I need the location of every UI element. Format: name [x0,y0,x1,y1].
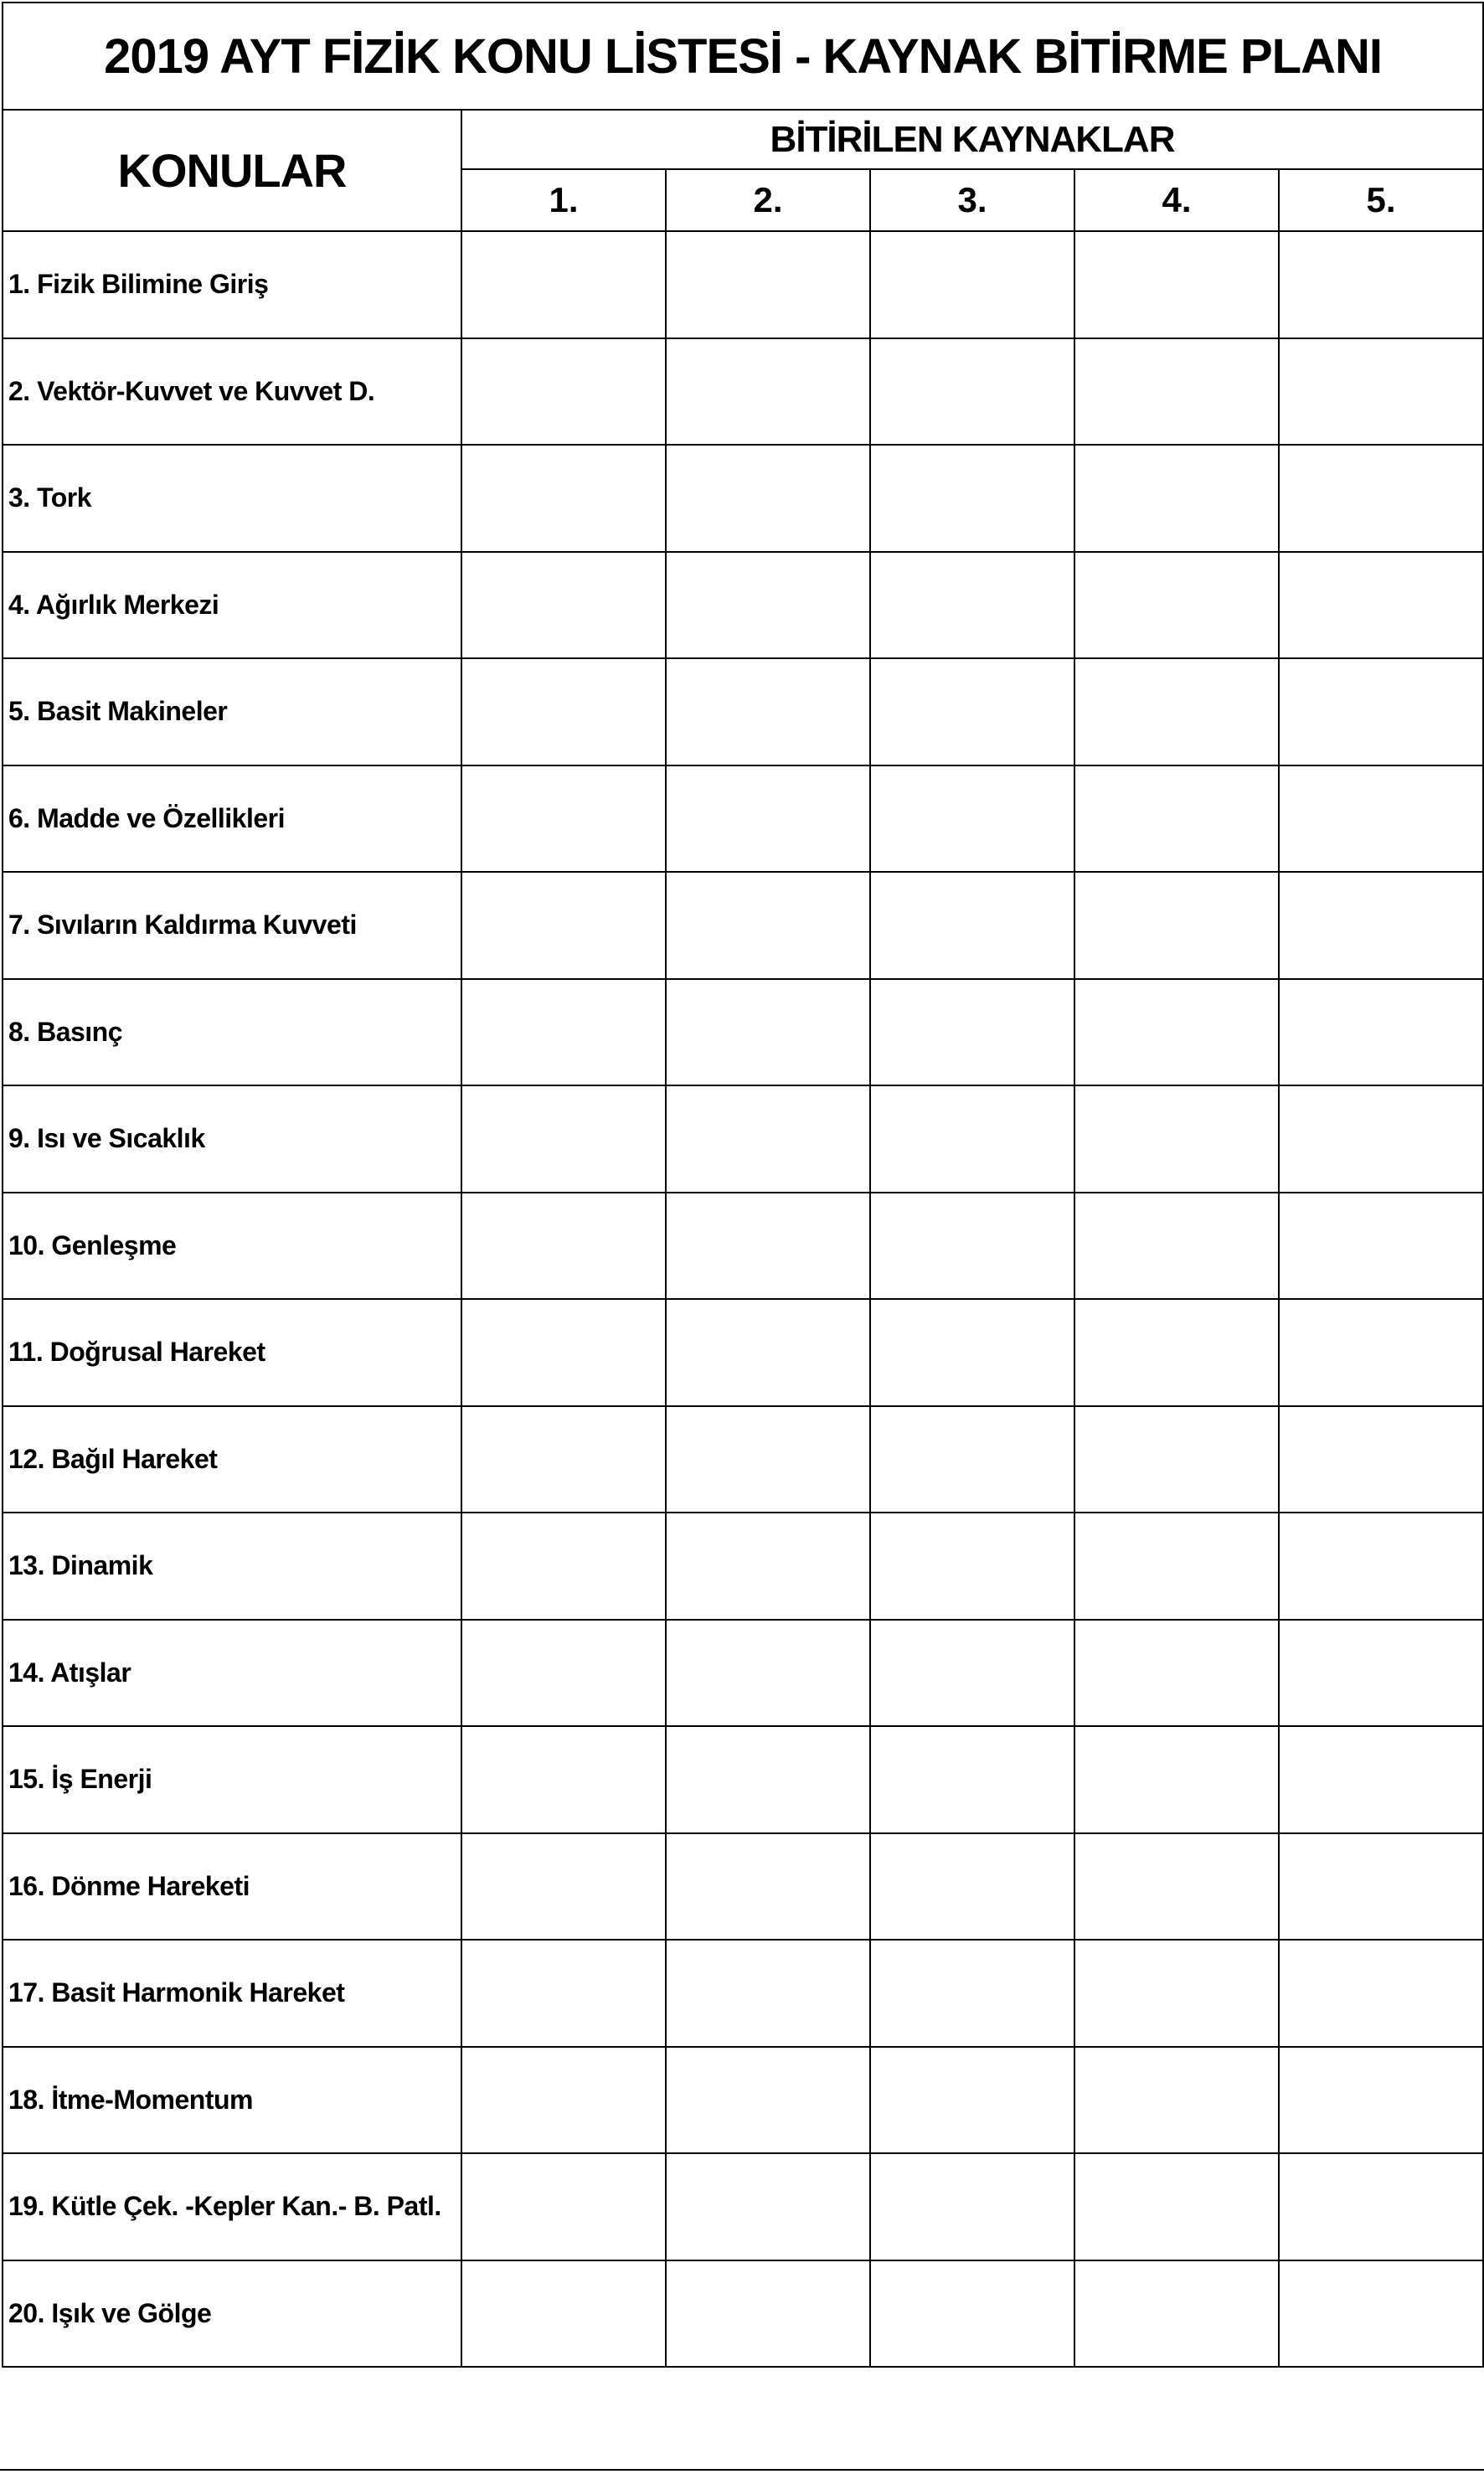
source-5-check-cell[interactable] [1279,231,1483,338]
source-5-check-cell[interactable] [1279,658,1483,765]
source-2-check-cell[interactable] [666,2047,870,2154]
topic-label: 5. Basit Makineler [3,658,461,765]
source-5-check-cell[interactable] [1279,872,1483,979]
source-5-check-cell[interactable] [1279,2260,1483,2368]
source-5-check-cell[interactable] [1279,445,1483,552]
source-3-check-cell[interactable] [870,1940,1074,2047]
source-5-check-cell[interactable] [1279,1193,1483,1300]
table-row [3,1726,1483,1833]
source-3-check-cell[interactable] [870,2047,1074,2154]
source-1-check-cell[interactable] [461,1833,666,1941]
source-1-check-cell[interactable] [461,552,666,659]
topic-label: 20. Işık ve Gölge [3,2260,461,2368]
table-row [3,1193,1483,1300]
source-4-check-cell[interactable] [1074,1406,1279,1513]
source-5-check-cell[interactable] [1279,765,1483,873]
topics-column-header: KONULAR [3,110,461,231]
source-5-check-cell[interactable] [1279,338,1483,446]
table-row [3,1833,1483,1941]
source-2-check-cell[interactable] [666,552,870,659]
source-1-check-cell[interactable] [461,1513,666,1620]
source-3-check-cell[interactable] [870,872,1074,979]
source-5-check-cell[interactable] [1279,979,1483,1086]
topic-label: 3. Tork [3,445,461,552]
source-5-check-cell[interactable] [1279,2153,1483,2260]
topic-label: 19. Kütle Çek. -Kepler Kan.- B. Patl. [3,2153,461,2260]
source-3-check-cell[interactable] [870,1085,1074,1193]
source-1-check-cell[interactable] [461,872,666,979]
topic-label: 4. Ağırlık Merkezi [3,552,461,659]
source-2-check-cell[interactable] [666,2260,870,2368]
source-4-check-cell[interactable] [1074,1193,1279,1300]
source-4-check-cell[interactable] [1074,2153,1279,2260]
source-5-check-cell[interactable] [1279,1513,1483,1620]
source-3-check-cell[interactable] [870,1726,1074,1833]
source-2-check-cell[interactable] [666,765,870,873]
source-1-check-cell[interactable] [461,445,666,552]
source-5-check-cell[interactable] [1279,1620,1483,1727]
source-5-check-cell[interactable] [1279,2047,1483,2154]
topic-label: 9. Isı ve Sıcaklık [3,1085,461,1193]
source-1-check-cell[interactable] [461,1406,666,1513]
source-3-check-cell[interactable] [870,1406,1074,1513]
source-1-check-cell[interactable] [461,1299,666,1406]
table-row [3,2153,1483,2260]
source-4-check-cell[interactable] [1074,1299,1279,1406]
source-1-check-cell[interactable] [461,1193,666,1300]
source-5-check-cell[interactable] [1279,1406,1483,1513]
source-2-check-cell[interactable] [666,1833,870,1941]
source-4-check-cell[interactable] [1074,1726,1279,1833]
source-2-check-cell[interactable] [666,445,870,552]
source-2-check-cell[interactable] [666,872,870,979]
footer-divider [0,2469,1484,2471]
source-number-1: 1. [461,169,666,231]
source-3-check-cell[interactable] [870,979,1074,1086]
table-row [3,1406,1483,1513]
source-2-check-cell[interactable] [666,1085,870,1193]
source-1-check-cell[interactable] [461,1726,666,1833]
source-2-check-cell[interactable] [666,1726,870,1833]
source-3-check-cell[interactable] [870,2260,1074,2368]
source-3-check-cell[interactable] [870,1299,1074,1406]
source-2-check-cell[interactable] [666,2153,870,2260]
source-number-4: 4. [1074,169,1279,231]
table-row [3,1299,1483,1406]
source-1-check-cell[interactable] [461,979,666,1086]
source-4-check-cell[interactable] [1074,765,1279,873]
topic-label: 12. Bağıl Hareket [3,1406,461,1513]
source-4-check-cell[interactable] [1074,1085,1279,1193]
source-5-check-cell[interactable] [1279,552,1483,659]
source-3-check-cell[interactable] [870,1193,1074,1300]
table-row [3,1513,1483,1620]
table-row [3,765,1483,873]
source-3-check-cell[interactable] [870,231,1074,338]
page-title: 2019 AYT FİZİK KONU LİSTESİ - KAYNAK BİTİRME PLANI [3,3,1483,110]
table-row [3,872,1483,979]
source-1-check-cell[interactable] [461,1620,666,1727]
topic-label: 11. Doğrusal Hareket [3,1299,461,1406]
source-2-check-cell[interactable] [666,1406,870,1513]
source-4-check-cell[interactable] [1074,2047,1279,2154]
topic-label: 1. Fizik Bilimine Giriş [3,231,461,338]
table-row [3,2260,1483,2368]
table-row [3,1940,1483,2047]
source-3-check-cell[interactable] [870,2153,1074,2260]
source-3-check-cell[interactable] [870,1620,1074,1727]
source-4-check-cell[interactable] [1074,445,1279,552]
source-4-check-cell[interactable] [1074,1620,1279,1727]
source-3-check-cell[interactable] [870,658,1074,765]
completed-sources-header: BİTİRİLEN KAYNAKLAR [461,110,1483,169]
source-5-check-cell[interactable] [1279,1726,1483,1833]
topic-label: 8. Basınç [3,979,461,1086]
source-3-check-cell[interactable] [870,765,1074,873]
table-row [3,552,1483,659]
source-number-3: 3. [870,169,1074,231]
source-3-check-cell[interactable] [870,552,1074,659]
topic-rows [3,231,1483,2367]
source-4-check-cell[interactable] [1074,658,1279,765]
topic-label: 17. Basit Harmonik Hareket [3,1940,461,2047]
source-2-check-cell[interactable] [666,979,870,1086]
table-row [3,231,1483,338]
source-2-check-cell[interactable] [666,1513,870,1620]
source-4-check-cell[interactable] [1074,231,1279,338]
source-1-check-cell[interactable] [461,658,666,765]
source-number-2: 2. [666,169,870,231]
topic-label: 13. Dinamik [3,1513,461,1620]
topic-label: 6. Madde ve Özellikleri [3,765,461,873]
topic-label: 15. İş Enerji [3,1726,461,1833]
source-1-check-cell[interactable] [461,2153,666,2260]
topic-label: 14. Atışlar [3,1620,461,1727]
source-5-check-cell[interactable] [1279,1833,1483,1941]
source-2-check-cell[interactable] [666,231,870,338]
source-1-check-cell[interactable] [461,1085,666,1193]
source-5-check-cell[interactable] [1279,1940,1483,2047]
topic-label: 10. Genleşme [3,1193,461,1300]
topic-label: 2. Vektör-Kuvvet ve Kuvvet D. [3,338,461,446]
source-3-check-cell[interactable] [870,1513,1074,1620]
source-2-check-cell[interactable] [666,1299,870,1406]
source-4-check-cell[interactable] [1074,1513,1279,1620]
source-2-check-cell[interactable] [666,1193,870,1300]
table-row [3,2047,1483,2154]
source-2-check-cell[interactable] [666,1940,870,2047]
source-1-check-cell[interactable] [461,765,666,873]
source-4-check-cell[interactable] [1074,552,1279,659]
table-row [3,979,1483,1086]
source-5-check-cell[interactable] [1279,1299,1483,1406]
source-4-check-cell[interactable] [1074,979,1279,1086]
source-3-check-cell[interactable] [870,338,1074,446]
source-5-check-cell[interactable] [1279,1085,1483,1193]
topic-label: 16. Dönme Hareketi [3,1833,461,1941]
source-1-check-cell[interactable] [461,2047,666,2154]
source-3-check-cell[interactable] [870,445,1074,552]
source-1-check-cell[interactable] [461,1940,666,2047]
topic-plan-table [2,2,1484,2368]
table-row [3,658,1483,765]
topic-label: 18. İtme-Momentum [3,2047,461,2154]
table-row [3,338,1483,446]
source-3-check-cell[interactable] [870,1833,1074,1941]
source-2-check-cell[interactable] [666,1620,870,1727]
source-2-check-cell[interactable] [666,338,870,446]
source-4-check-cell[interactable] [1074,338,1279,446]
topic-label: 7. Sıvıların Kaldırma Kuvveti [3,872,461,979]
table-row [3,1620,1483,1727]
table-row [3,1085,1483,1193]
source-2-check-cell[interactable] [666,658,870,765]
source-1-check-cell[interactable] [461,231,666,338]
source-1-check-cell[interactable] [461,2260,666,2368]
source-4-check-cell[interactable] [1074,2260,1279,2368]
table-row [3,445,1483,552]
source-4-check-cell[interactable] [1074,1940,1279,2047]
source-1-check-cell[interactable] [461,338,666,446]
source-4-check-cell[interactable] [1074,1833,1279,1941]
source-4-check-cell[interactable] [1074,872,1279,979]
source-number-5: 5. [1279,169,1483,231]
